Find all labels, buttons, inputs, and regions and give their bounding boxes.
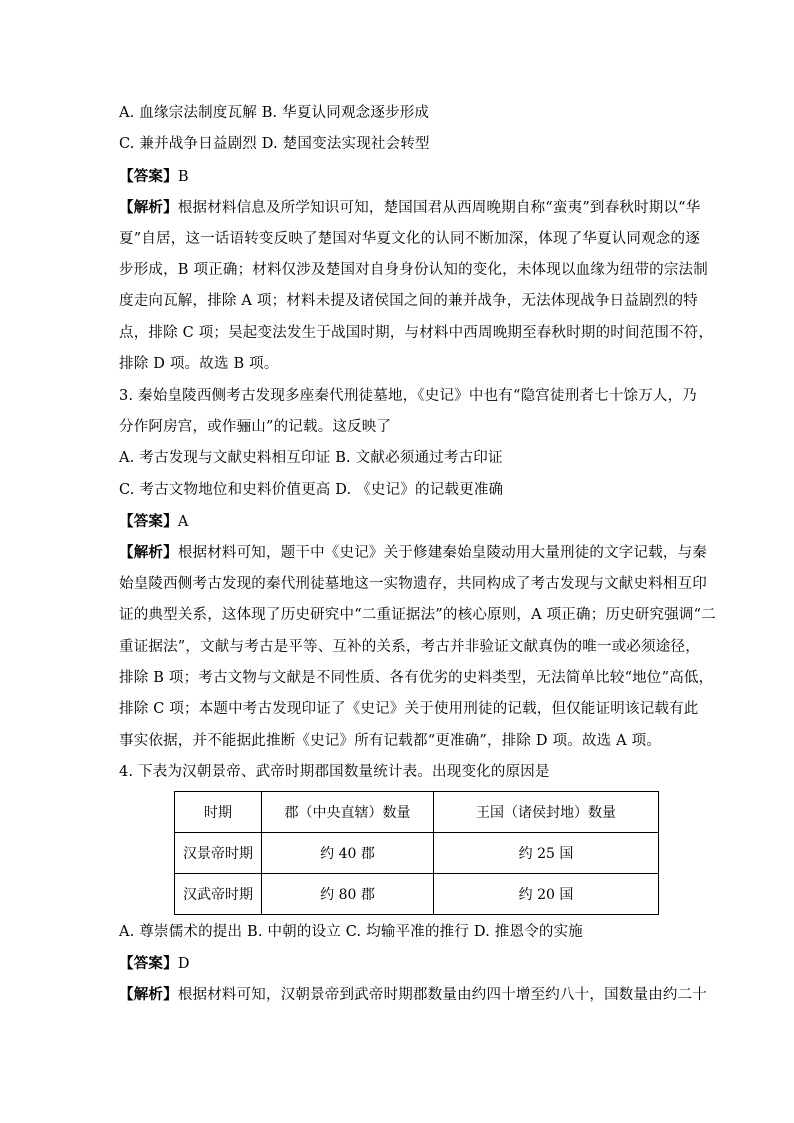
table-header-cell: 时期 <box>175 791 262 832</box>
section-marker: 【答案】 <box>119 513 178 531</box>
section-marker: 【解析】 <box>119 986 178 1004</box>
q3-analysis-line: 始皇陵西侧考古发现的秦代刑徒墓地这一实物遗存，共同构成了考古发现与文献史料相互印 <box>119 575 707 592</box>
q2-answer: 【答案】B <box>119 167 189 185</box>
section-marker: 【解析】 <box>119 199 178 217</box>
q2-options-ab: A. 血缘宗法制度瓦解 B. 华夏认同观念逐步形成 <box>119 105 430 121</box>
q3-stem-line: 3. 秦始皇陵西侧考古发现多座秦代刑徒墓地，《史记》中也有“隐宫徒刑者七十馀万人，乃 <box>119 387 698 404</box>
table-cell: 约 25 国 <box>434 832 659 873</box>
section-marker: 【答案】 <box>119 167 178 185</box>
table-cell: 约 40 郡 <box>262 832 434 873</box>
table-header-row <box>175 791 659 832</box>
q4-options: A. 尊崇儒术的提出 B. 中朝的设立 C. 均输平准的推行 D. 推恩令的实施 <box>119 923 584 940</box>
q3-options-cd: C. 考古文物地位和史料价值更高 D. 《史记》的记载更准确 <box>119 481 504 498</box>
document-page <box>119 98 716 1011</box>
commandery-statistics-table <box>174 791 659 915</box>
q2-analysis-line: 度走向瓦解，排除 A 项；材料未提及诸侯国之间的兼并战争，无法体现战争日益剧烈的特 <box>119 293 698 310</box>
section-marker: 【答案】 <box>119 954 178 972</box>
q2-analysis-line: 【解析】根据材料信息及所学知识可知，楚国国君从西周晚期自称“蛮夷”到春秋时期以“华 <box>119 199 701 217</box>
q4-answer: 【答案】D <box>119 954 190 972</box>
q3-options-ab: A. 考古发现与文献史料相互印证 B. 文献必须通过考古印证 <box>119 450 503 467</box>
section-marker: 【解析】 <box>119 544 178 562</box>
q4-analysis-line: 【解析】根据材料可知，汉朝景帝到武帝时期郡数量由约四十增至约八十，国数量由约二十 <box>119 986 708 1004</box>
q3-analysis-line: 排除 B 项；考古文物与文献是不同性质、各有优劣的史料类型，无法简单比较“地位”高低， <box>119 670 714 687</box>
table-row <box>175 873 659 914</box>
q3-analysis-line: 【解析】根据材料可知，题干中《史记》关于修建秦始皇陵动用大量刑徒的文字记载，与秦 <box>119 544 708 562</box>
q2-analysis-line: 步形成，B 项正确；材料仅涉及楚国对自身身份认知的变化，未体现以血缘为纽带的宗法制 <box>119 261 708 278</box>
q3-analysis-line: 排除 C 项；本题中考古发现印证了《史记》关于使用刑徒的记载，但仅能证明该记载有此 <box>119 701 699 718</box>
table-row <box>175 832 659 873</box>
q3-stem-line: 分作阿房宫，或作骊山”的记载。这反映了 <box>119 418 392 435</box>
table-cell: 约 80 郡 <box>262 873 434 914</box>
table-cell: 汉武帝时期 <box>175 873 262 914</box>
table-header-cell: 郡（中央直辖）数量 <box>262 791 434 832</box>
q3-analysis-line: 事实依据，并不能据此推断《史记》所有记载都“更准确”，排除 D 项。故选 A 项。 <box>119 732 662 749</box>
q2-options-cd: C. 兼并战争日益剧烈 D. 楚国变法实现社会转型 <box>119 136 430 153</box>
q2-analysis-line: 夏”自居，这一话语转变反映了楚国对华夏文化的认同不断加深，体现了华夏认同观念的逐 <box>119 230 700 247</box>
q2-analysis-line: 点，排除 C 项；吴起变法发生于战国时期，与材料中西周晚期至春秋时期的时间范围不符， <box>119 324 714 341</box>
table-cell: 约 20 国 <box>434 873 659 914</box>
q4-stem: 4. 下表为汉朝景帝、武帝时期郡国数量统计表。出现变化的原因是 <box>119 764 550 781</box>
table-header-cell: 王国（诸侯封地）数量 <box>434 791 659 832</box>
q3-analysis-line: 证的典型关系，这体现了历史研究中“二重证据法”的核心原则，A 项正确；历史研究强调“二 <box>119 607 716 624</box>
q2-analysis-line: 排除 D 项。故选 B 项。 <box>119 356 279 373</box>
q3-answer: 【答案】A <box>119 513 189 531</box>
table-cell: 汉景帝时期 <box>175 832 262 873</box>
q3-analysis-line: 重证据法”，文献与考古是平等、互补的关系，考古并非验证文献真伪的唯一或必须途径， <box>119 638 700 655</box>
